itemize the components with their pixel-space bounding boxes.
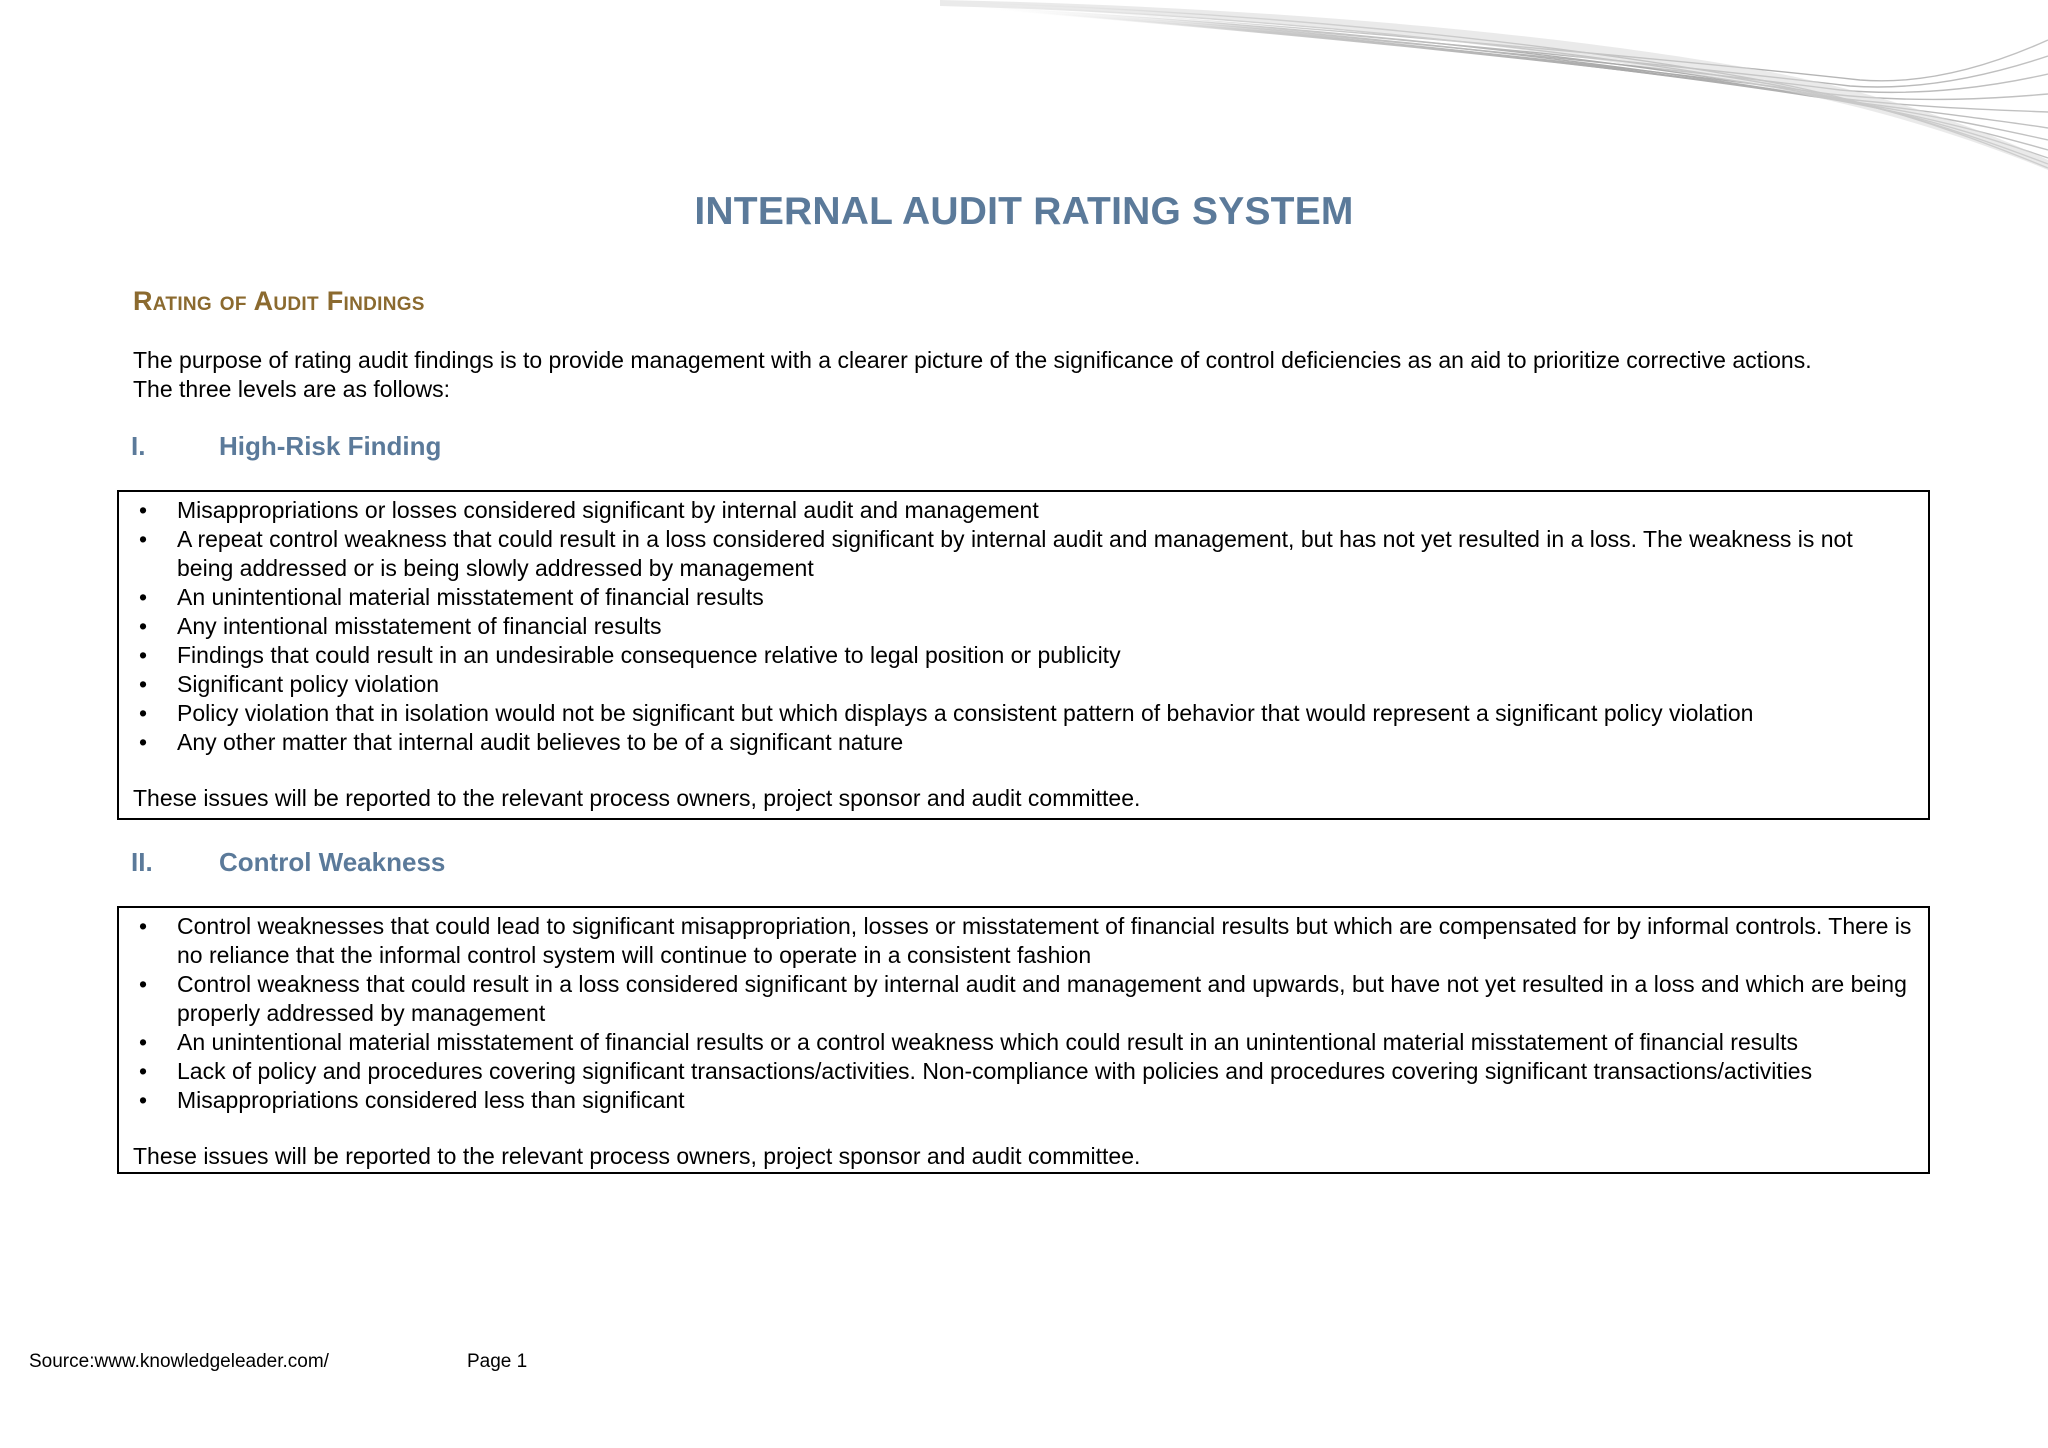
bullet-dot-icon: • bbox=[138, 1029, 148, 1055]
bullet-dot-icon: • bbox=[138, 913, 148, 939]
control-weakness-box bbox=[117, 906, 1930, 1174]
list-item: • Control weaknesses that could lead to significant misappropriation, losses or misstatement of financial results but which are compensated for by informal controls. There is no reliance that the informal control system will continue to operate in a consistent fashion bbox=[133, 912, 1914, 970]
list-item: • Policy violation that in isolation would not be significant but which displays a consistent pattern of behavior that would represent a significant policy violation bbox=[133, 699, 1914, 728]
header-swoosh-graphic bbox=[940, 0, 2048, 175]
level-number: II. bbox=[131, 847, 153, 877]
bullet-dot-icon: • bbox=[138, 729, 148, 755]
high-risk-finding-box bbox=[117, 490, 1930, 820]
level-heading-high-risk bbox=[131, 431, 441, 462]
bullet-dot-icon: • bbox=[138, 1058, 148, 1084]
closing-statement: These issues will be reported to the relevant process owners, project sponsor and audit committee. bbox=[133, 1143, 1141, 1169]
bullet-dot-icon: • bbox=[138, 526, 148, 552]
bullet-dot-icon: • bbox=[138, 584, 148, 610]
bullet-list bbox=[133, 912, 1914, 1115]
intro-line: The three levels are as follows: bbox=[133, 376, 451, 402]
document-title: INTERNAL AUDIT RATING SYSTEM bbox=[694, 190, 1354, 233]
footer-page-number: Page 1 bbox=[467, 1351, 528, 1372]
bullet-dot-icon: • bbox=[138, 971, 148, 997]
list-item: • Control weakness that could result in a loss considered significant by internal audit and management and upwards, but have not yet resulted in a loss and which are being properly addressed by management bbox=[133, 970, 1914, 1028]
bullet-dot-icon: • bbox=[138, 671, 148, 697]
list-item: • An unintentional material misstatement of financial results or a control weakness which could result in an unintentional material misstatement of financial results bbox=[133, 1028, 1914, 1057]
list-item: • Significant policy violation bbox=[133, 670, 1914, 699]
list-item: • Findings that could result in an undesirable consequence relative to legal position or publicity bbox=[133, 641, 1914, 670]
footer-source: Source:www.knowledgeleader.com/ bbox=[29, 1351, 329, 1372]
list-item: • Any other matter that internal audit believes to be of a significant nature bbox=[133, 728, 1914, 757]
bullet-dot-icon: • bbox=[138, 700, 148, 726]
bullet-list bbox=[133, 496, 1914, 757]
bullet-dot-icon: • bbox=[138, 613, 148, 639]
level-title: High-Risk Finding bbox=[219, 431, 442, 461]
level-heading-control-weakness bbox=[131, 847, 445, 878]
intro-paragraph bbox=[133, 346, 1933, 404]
list-item: • An unintentional material misstatement of financial results bbox=[133, 583, 1914, 612]
closing-statement: These issues will be reported to the relevant process owners, project sponsor and audit committee. bbox=[133, 785, 1141, 811]
bullet-dot-icon: • bbox=[138, 642, 148, 668]
section-heading: Rating of Audit Findings bbox=[133, 286, 425, 316]
list-item: • Any intentional misstatement of financial results bbox=[133, 612, 1914, 641]
list-item: • Lack of policy and procedures covering significant transactions/activities. Non-compliance with policies and procedures covering significant transactions/activities bbox=[133, 1057, 1914, 1086]
bullet-dot-icon: • bbox=[138, 1087, 148, 1113]
list-item: • Misappropriations considered less than significant bbox=[133, 1086, 1914, 1115]
level-title: Control Weakness bbox=[219, 847, 446, 877]
intro-line: The purpose of rating audit findings is to provide management with a clearer picture of the significance of control deficiencies as an aid to prioritize corrective actions. bbox=[133, 347, 1812, 373]
level-number: I. bbox=[131, 431, 146, 461]
list-item: • A repeat control weakness that could result in a loss considered significant by internal audit and management, but has not yet resulted in a loss. The weakness is not being addressed or is being slowly addressed by management bbox=[133, 525, 1914, 583]
list-item: • Misappropriations or losses considered significant by internal audit and management bbox=[133, 496, 1914, 525]
bullet-dot-icon: • bbox=[138, 497, 148, 523]
